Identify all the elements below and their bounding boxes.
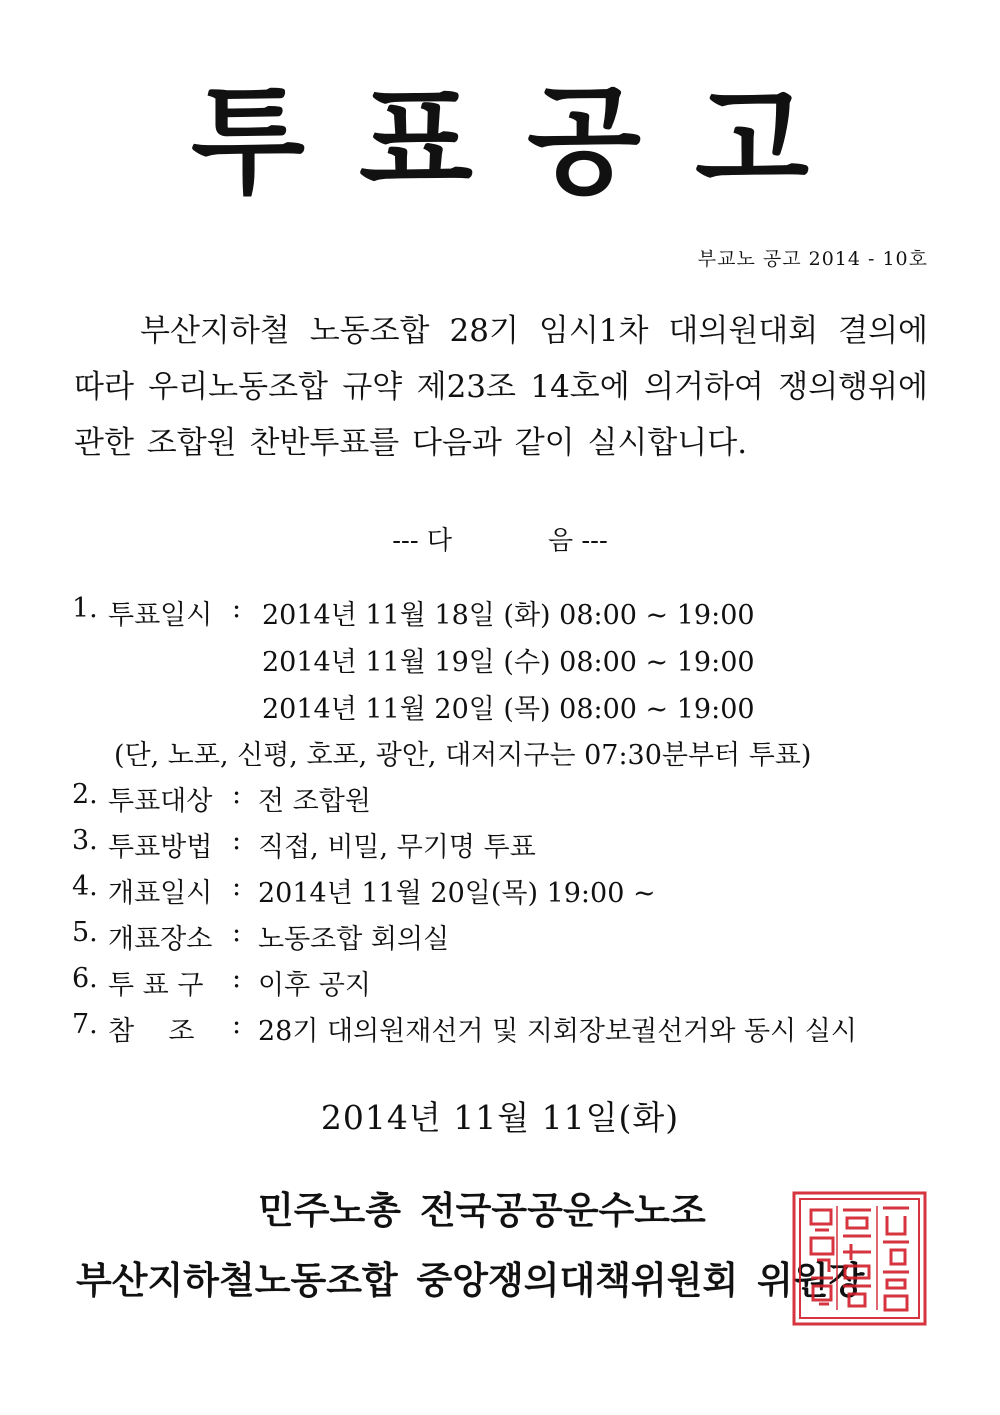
page-title: [0, 72, 1000, 210]
separator-right: 음 ---: [548, 526, 608, 556]
title-char: 투: [191, 72, 305, 210]
item-number: 7.: [72, 1009, 98, 1040]
item-label: 참 조: [108, 1016, 195, 1047]
item-number: 1.: [72, 593, 98, 624]
title-char: 공: [527, 72, 641, 210]
item-value: 28기 대의원재선거 및 지회장보궐선거와 동시 실시: [258, 1016, 857, 1047]
item-colon: :: [232, 917, 242, 948]
item-colon: :: [232, 963, 242, 994]
item-value: 이후 공지: [258, 970, 371, 1001]
item-number: 2.: [72, 779, 98, 810]
item-colon: :: [232, 593, 242, 624]
item-colon: :: [232, 871, 242, 902]
organization-line-1: 민주노총 전국공공운수노조: [258, 1189, 706, 1232]
intro-paragraph: 부산지하철 노동조합 28기 임시1차 대의원대회 결의에 따라 우리노동조합 규약 제23조 14호에 의거하여 쟁의행위에 관한 조합원 찬반투표를 다음과 같이 실시합니다.: [74, 313, 928, 461]
item-value: 2014년 11월 20일 (목) 08:00 ~ 19:00: [262, 694, 755, 725]
notice-date: 2014년 11월 11일(화): [320, 1098, 680, 1137]
item-value: 직접, 비밀, 무기명 투표: [258, 832, 536, 863]
item-label: 개표장소: [108, 924, 213, 955]
title-char: 고: [695, 72, 809, 210]
item-value: 전 조합원: [258, 786, 371, 817]
item-value: 2014년 11월 18일 (화) 08:00 ~ 19:00: [262, 600, 755, 631]
item-colon: :: [232, 1009, 242, 1040]
separator-left: --- 다: [392, 526, 452, 556]
item-number: 6.: [72, 963, 98, 994]
item-label: 투 표 구: [108, 970, 204, 1001]
item-value: 2014년 11월 19일 (수) 08:00 ~ 19:00: [262, 647, 755, 678]
item-value: 노동조합 회의실: [258, 924, 450, 955]
item-number: 4.: [72, 871, 98, 902]
separator: [0, 520, 1000, 557]
item-colon: :: [232, 825, 242, 856]
item-label: 투표방법: [108, 832, 213, 863]
item-label: 투표일시: [108, 600, 213, 631]
item-label: 투표대상: [108, 786, 213, 817]
item-value: 2014년 11월 20일(목) 19:00 ~: [258, 878, 656, 909]
organization-line-2: 부산지하철노동조합 중앙쟁의대책위원회 위원장: [76, 1259, 865, 1302]
title-char: 표: [359, 72, 473, 210]
official-seal-icon: [791, 1190, 928, 1327]
item-colon: :: [232, 779, 242, 810]
list-item-note: (단, 노포, 신평, 호포, 광안, 대저지구는 07:30분부터 투표): [114, 740, 812, 771]
item-number: 3.: [72, 825, 98, 856]
item-number: 5.: [72, 917, 98, 948]
notice-number: 부교노 공고 2014 - 10호: [697, 248, 928, 270]
item-label: 개표일시: [108, 878, 213, 909]
